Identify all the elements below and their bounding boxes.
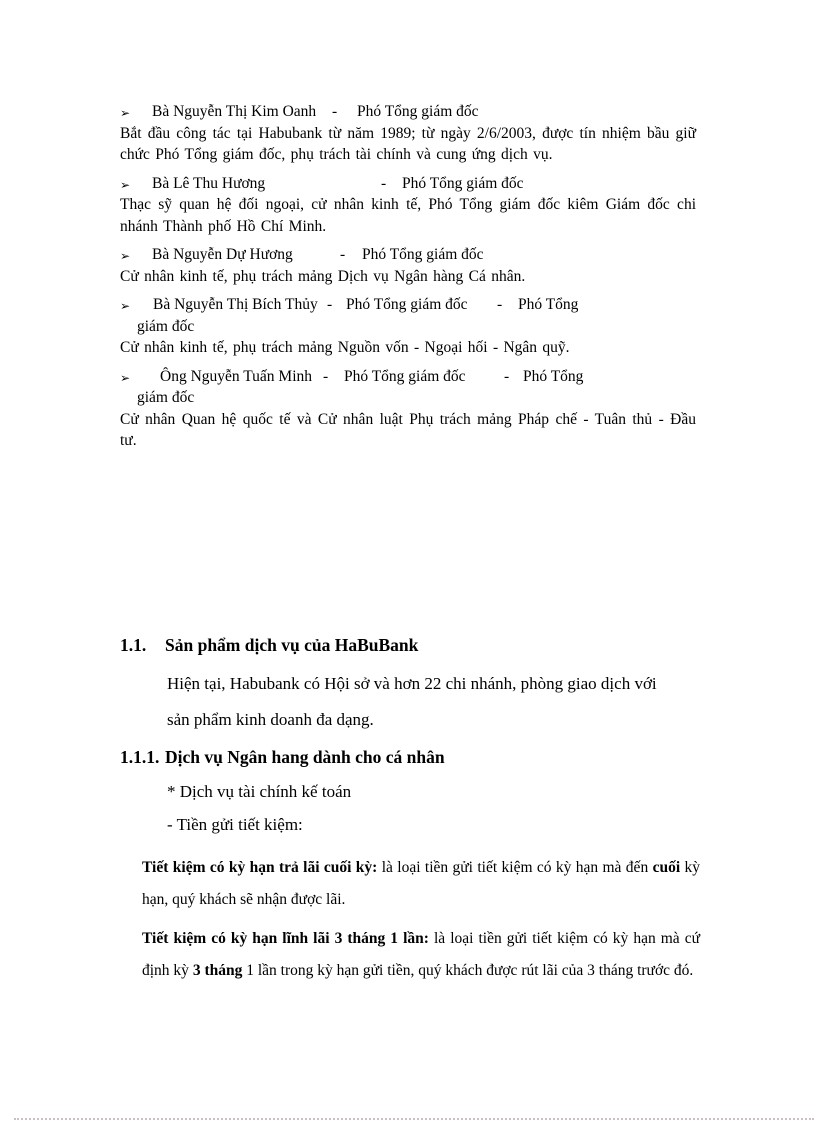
director-title: Phó Tổng giám đốc	[357, 103, 479, 120]
savings-paragraph-2	[142, 923, 700, 986]
arrow-bullet-icon: ➢	[120, 249, 131, 263]
director-heading-line	[120, 244, 696, 266]
director-name: Ông Nguyễn Tuấn Minh	[160, 367, 313, 385]
service-item-star: * Dịch vụ tài chính kế toán	[167, 782, 352, 801]
director-heading-line	[120, 366, 696, 388]
paragraph-bold-word: 3 tháng	[192, 961, 243, 979]
section-heading	[120, 634, 700, 656]
section-products	[120, 634, 700, 986]
paragraph-text: 1 lần trong kỳ hạn gửi tiền, quý khách được rút lãi của 3 tháng trước đó.	[242, 961, 694, 979]
paragraph-text: là loại tiền gửi tiết kiệm có kỳ hạn mà đến	[377, 859, 653, 876]
paragraph-text: là loại tiền gửi tiết kiệm có kỳ hạn mà cứ định kỳ	[142, 930, 700, 979]
director-name: Bà Lê Thu Hương	[152, 174, 266, 192]
director-name: Bà Nguyễn Dự Hương	[152, 246, 293, 263]
director-title: Phó Tổng giám đốc	[344, 367, 466, 385]
dash-separator: -	[327, 296, 333, 313]
director-entry	[120, 173, 696, 238]
subsection-title: Dịch vụ Ngân hang dành cho cá nhân	[165, 747, 445, 767]
director-title-2: Phó Tổng	[518, 296, 579, 313]
director-description: Cử nhân Quan hệ quốc tế và Cử nhân luật Phụ trách mảng Pháp chế - Tuân thủ - Đầu tư.	[120, 410, 696, 449]
arrow-bullet-icon: ➢	[120, 106, 131, 120]
paragraph-text: kỳ hạn, quý khách sẽ nhận được lãi.	[142, 859, 700, 908]
service-item-dash: - Tiền gửi tiết kiệm:	[167, 815, 303, 834]
director-heading-line	[120, 173, 696, 195]
arrow-bullet-icon: ➢	[120, 370, 131, 385]
director-title: Phó Tổng giám đốc	[362, 246, 484, 263]
director-title-2-wrap: giám đốc	[137, 317, 195, 335]
dash-separator: -	[340, 246, 346, 263]
director-description: Bắt đầu công tác tại Habubank từ năm 1989; từ ngày 2/6/2003, được tín nhiệm bầu giữ chức Phó Tổng giám đốc, phụ trách tài chính và cung ứng dịch vụ.	[120, 124, 696, 163]
director-heading-line	[120, 101, 696, 123]
director-description: Thạc sỹ quan hệ đối ngoại, cử nhân kinh tế, Phó Tổng giám đốc kiêm Giám đốc chi nhánh Thành phố Hồ Chí Minh.	[120, 196, 696, 235]
director-title-2: Phó Tổng	[523, 367, 584, 385]
director-entry	[120, 366, 696, 452]
arrow-bullet-icon: ➢	[120, 299, 131, 313]
arrow-bullet-icon: ➢	[120, 177, 131, 192]
director-entry	[120, 101, 696, 166]
director-title: Phó Tổng giám đốc	[402, 174, 524, 192]
director-title-2-wrap: giám đốc	[137, 389, 195, 406]
subsection-heading	[120, 746, 700, 768]
dash-separator: -	[504, 367, 510, 385]
director-entry	[120, 294, 696, 359]
dash-separator: -	[323, 367, 329, 385]
dash-separator: -	[497, 296, 503, 313]
director-description: Cử nhân kinh tế, phụ trách mảng Dịch vụ Ngân hàng Cá nhân.	[120, 267, 526, 285]
subsection-number: 1.1.1.	[120, 747, 160, 767]
page-bottom-dotted-rule	[14, 1118, 814, 1120]
director-description: Cử nhân kinh tế, phụ trách mảng Nguồn vốn - Ngoại hối - Ngân quỹ.	[120, 339, 570, 356]
dash-separator: -	[332, 103, 338, 120]
section-number: 1.1.	[120, 635, 147, 655]
director-entry	[120, 244, 696, 287]
director-title: Phó Tổng giám đốc	[346, 296, 468, 313]
intro-paragraph: Hiện tại, Habubank có Hội sở và hơn 22 chi nhánh, phòng giao dịch với sản phẩm kinh doanh đa dạng.	[167, 674, 657, 729]
director-heading-wrap	[120, 316, 696, 338]
director-heading-line	[120, 294, 696, 316]
director-name: Bà Nguyễn Thị Kim Oanh	[152, 103, 317, 120]
directors-list	[120, 101, 696, 459]
director-heading-wrap	[120, 387, 696, 409]
paragraph-bold-word: cuối	[652, 859, 681, 876]
savings-paragraph-1	[142, 852, 700, 915]
dash-separator: -	[381, 174, 387, 192]
paragraph-lead: Tiết kiệm có kỳ hạn trả lãi cuối kỳ:	[142, 859, 378, 876]
paragraph-lead: Tiết kiệm có kỳ hạn lĩnh lãi 3 tháng 1 lần:	[142, 930, 429, 947]
section-title: Sản phẩm dịch vụ của HaBuBank	[165, 635, 419, 655]
director-name: Bà Nguyễn Thị Bích Thủy	[153, 296, 318, 313]
